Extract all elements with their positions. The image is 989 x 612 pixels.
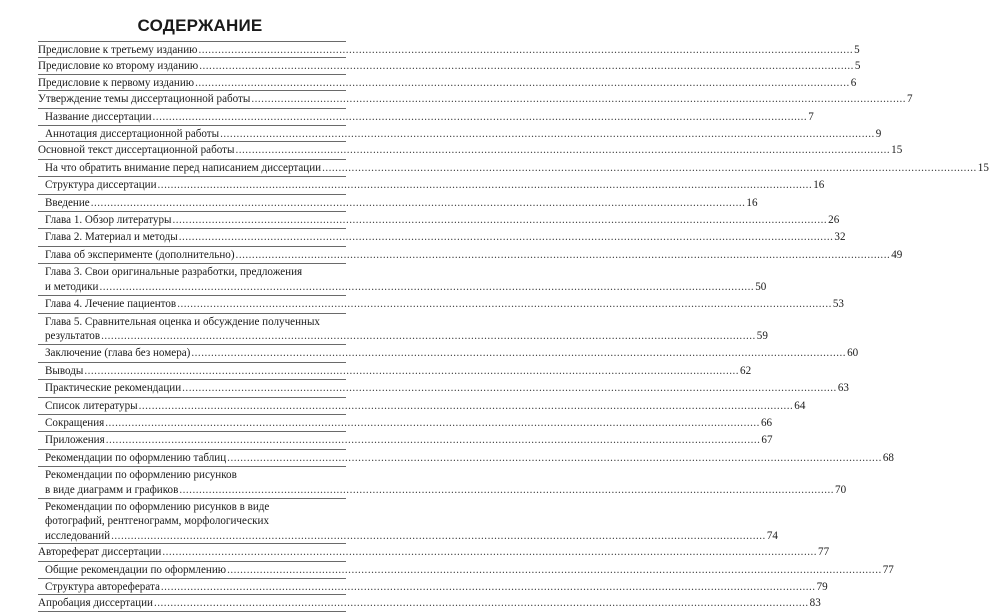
toc-subentry[interactable] [38,466,847,497]
toc-page-number: 7 [907,93,913,106]
toc-chapter-entry[interactable] [38,92,913,106]
toc-page-number: 74 [766,529,778,542]
dot-leader: ........................................................................................................................................................................................................ [105,434,761,447]
toc-entry-text: Сокращения [45,416,105,429]
toc-chapter-entry[interactable] [38,545,830,559]
toc-entry-text: Автореферат диссертации [38,546,162,559]
table-of-contents [38,41,989,612]
dot-leader: ........................................................................................................................................................................................................ [251,93,907,106]
toc-page-number: 83 [809,597,821,610]
toc-entry-text: Предисловие к третьему изданию [38,44,198,56]
dot-leader: ........................................................................................................................................................................................................ [177,298,832,311]
toc-page-number: 70 [835,483,847,496]
toc-page-number: 50 [755,280,767,293]
toc-entry-text: Основной текст диссертационной работы [38,144,235,157]
toc-page-number: 64 [794,399,806,412]
toc-section [38,57,861,73]
toc-section [38,543,894,594]
toc-chapter-entry[interactable] [38,143,903,157]
dot-leader: ........................................................................................................................................................................................................ [227,563,882,576]
toc-entry-text: Практические рекомендации [45,382,182,395]
dot-leader: ........................................................................................................................................................................................................ [322,161,977,174]
toc-subentry[interactable] [38,194,758,210]
toc-entry-text: Рекомендации по оформлению таблиц [45,451,227,464]
dot-leader: ........................................................................................................................................................................................................ [99,280,755,293]
toc-chapter-entry[interactable] [38,59,861,73]
toc-section [38,41,860,57]
toc-subentry[interactable] [38,313,768,344]
toc-page-number: 9 [875,128,882,141]
toc-subentry[interactable] [38,211,840,227]
toc-entry-text: Утверждение темы диссертационной работы [38,93,251,106]
toc-page-number: 63 [837,382,849,395]
toc-section [38,90,913,141]
toc-section [38,141,989,543]
dot-leader: ........................................................................................................................................................................................................ [179,483,835,496]
toc-page-number: 16 [746,196,758,209]
toc-page-number: 53 [832,298,844,311]
toc-subentry[interactable] [38,176,825,192]
toc-subentry[interactable] [38,125,882,141]
dot-leader: ........................................................................................................................................................................................................ [152,110,808,123]
toc-page-number: 67 [761,434,773,447]
dot-leader: ........................................................................................................................................................................................................ [235,144,891,157]
toc-subentry[interactable] [38,246,903,262]
dot-leader: ........................................................................................................................................................................................................ [105,416,760,429]
toc-page-number: 7 [808,110,814,123]
toc-page-number: 16 [813,179,825,192]
toc-entry-text: Выводы [45,364,84,377]
toc-entry-text: Глава 1. Обзор литературы [45,214,172,227]
toc-entry-text: Введение [45,196,90,209]
toc-subentry[interactable] [38,397,806,413]
toc-page-number: 15 [977,161,989,174]
toc-subentry[interactable] [38,498,778,543]
dot-leader: ........................................................................................................................................................................................................ [90,196,746,209]
toc-entry-text: Структура диссертации [45,179,157,192]
toc-entry-text: Структура автореферата [45,581,160,593]
toc-section [38,74,857,90]
toc-entry-text: и методики [45,280,99,293]
dot-leader: ........................................................................................................................................................................................................ [111,529,766,542]
dot-leader: ........................................................................................................................................................................................................ [160,581,816,593]
toc-page-number: 32 [834,231,846,244]
dot-leader: ........................................................................................................................................................................................................ [162,546,818,559]
dot-leader: ........................................................................................................................................................................................................ [101,329,756,342]
toc-entry-text: Приложения [45,434,105,447]
toc-entry-text-line: Рекомендации по оформлению рисунков в виде [45,500,270,513]
toc-entry-text: Аннотация диссертационной работы [45,128,220,141]
dot-leader: ........................................................................................................................................................................................................ [191,347,847,360]
toc-entry-text-line: фотографий, рентгенограмм, морфологических [45,515,269,528]
toc-entry-text: исследований [45,529,111,542]
toc-subentry[interactable] [38,379,849,395]
page-title: СОДЕРЖАНИЕ [137,16,263,35]
toc-subentry[interactable] [38,414,773,430]
toc-entry-text: На что обратить внимание перед написанием диссертации [45,161,322,174]
dot-leader: ........................................................................................................................................................................................................ [157,179,813,192]
toc-entry-text-line: Глава 5. Сравнительная оценка и обсуждение полученных [45,315,320,328]
toc-entry-text: Список литературы [45,399,138,412]
toc-page-number: 5 [854,60,861,73]
toc-entry-text: Предисловие к первому изданию [38,76,195,89]
toc-page-number: 66 [760,416,773,429]
toc-page-number: 6 [850,76,857,89]
toc-subentry[interactable] [38,159,989,175]
toc-chapter-entry[interactable] [38,596,821,610]
toc-entry-text: Глава 4. Лечение пациентов [45,298,177,311]
toc-page-number: 59 [756,329,768,342]
toc-subentry[interactable] [38,431,773,447]
toc-page-number: 68 [882,451,894,464]
toc-page-number: 60 [847,347,859,360]
toc-entry-text: Название диссертации [45,110,152,123]
toc-page-number: 26 [828,214,840,227]
toc-page-number: 49 [891,248,903,261]
toc-chapter-entry[interactable] [38,43,860,57]
toc-entry-text: в виде диаграмм и графиков [45,483,179,496]
toc-entry-text: Заключение (глава без номера) [45,347,191,360]
dot-leader: ........................................................................................................................................................................................................ [182,382,837,395]
dot-leader: ........................................................................................................................................................................................................ [199,60,854,73]
toc-page-number: 15 [891,144,903,157]
toc-subentry[interactable] [38,228,846,244]
toc-subentry[interactable] [38,108,814,124]
toc-subentry[interactable] [38,362,752,378]
toc-subentry[interactable] [38,449,894,465]
dot-leader: ........................................................................................................................................................................................................ [172,214,828,227]
dot-leader: ........................................................................................................................................................................................................ [178,231,834,244]
dot-leader: ........................................................................................................................................................................................................ [220,128,875,141]
toc-subentry[interactable] [38,578,828,594]
toc-entry-text: Предисловие ко второму изданию [38,60,199,73]
dot-leader: ........................................................................................................................................................................................................ [227,451,882,464]
dot-leader: ........................................................................................................................................................................................................ [153,597,809,610]
toc-page-number: 79 [816,581,828,593]
toc-entry-text-line: Рекомендации по оформлению рисунков [45,469,237,482]
toc-subentry[interactable] [38,295,844,311]
toc-entry-text: Глава об эксперименте (дополнительно) [45,248,235,261]
toc-subentry[interactable] [38,561,894,577]
toc-subentry[interactable] [38,344,859,360]
toc-page-number: 77 [818,546,830,559]
toc-entry-text: Апробация диссертации [38,597,153,610]
dot-leader: ........................................................................................................................................................................................................ [138,399,794,412]
dot-leader: ........................................................................................................................................................................................................ [235,248,891,261]
dot-leader: ........................................................................................................................................................................................................ [84,364,740,377]
toc-subentry[interactable] [38,263,767,294]
toc-entry-text-line: Глава 3. Свои оригинальные разработки, предложения [45,266,303,279]
toc-entry-text: Глава 2. Материал и методы [45,231,178,244]
dot-leader: ........................................................................................................................................................................................................ [198,44,854,56]
toc-chapter-entry[interactable] [38,76,857,90]
toc-page-number: 77 [882,563,894,576]
dot-leader: ........................................................................................................................................................................................................ [195,76,850,89]
toc-entry-text: Общие рекомендации по оформлению [45,563,227,576]
toc-page-number: 5 [854,44,860,56]
toc-entry-text: результатов [45,329,101,342]
toc-section [38,594,821,611]
toc-page-number: 62 [740,364,752,377]
